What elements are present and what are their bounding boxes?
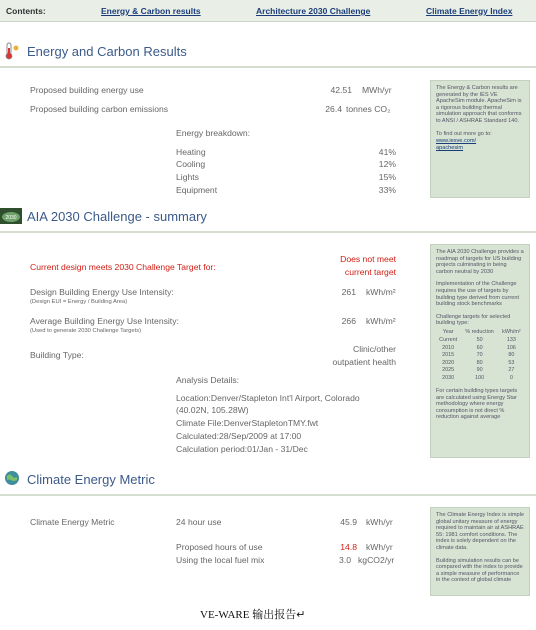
targets-header-kwh: kWh/m² <box>502 329 521 336</box>
carbon-emissions-label: Proposed building carbon emissions <box>30 104 169 114</box>
breakdown-lights-value: 15% <box>378 172 396 182</box>
breakdown-equipment-value: 33% <box>378 185 396 195</box>
targets-header-year: Year <box>442 329 454 336</box>
building-type-line2: outpatient health <box>332 357 396 367</box>
design-eui-note: (Design EUI = Energy / Building Area) <box>30 299 128 305</box>
table-cell: 90 <box>476 367 483 374</box>
table-row <box>436 352 524 360</box>
avg-eui-value: 266 <box>341 316 356 326</box>
aia-info-p1: The AIA 2030 Challenge provides a roadmap of targets for US building projects culminating in being carbon neutral by 2030 <box>436 249 524 275</box>
energy-breakdown-title: Energy breakdown: <box>176 128 251 138</box>
energy-info-find-more: To find out more go to: <box>436 130 492 137</box>
table-cell: 2020 <box>442 359 455 366</box>
avg-eui-label: Average Building Energy Use Intensity: <box>30 316 179 326</box>
carbon-emissions-value: 26.4 <box>325 104 342 114</box>
table-cell: 60 <box>476 344 483 351</box>
analysis-period: Calculation period:01/Jan - 31/Dec <box>176 444 308 454</box>
avg-eui-note: (Used to generate 2030 Challenge Targets) <box>30 328 142 334</box>
table-cell: 2030 <box>442 375 455 381</box>
table-cell: 0 <box>509 375 513 381</box>
aia-2030-logo-icon <box>0 207 22 225</box>
climate-24h-value: 45.9 <box>340 517 357 527</box>
energy-divider <box>0 66 536 68</box>
climate-info-p2: Building simulation results can be compared with the index to provide a simple measure of performance in the context of global climate <box>436 557 523 584</box>
svg-text:2030: 2030 <box>5 215 17 221</box>
figure-caption: VE-WARE 输出报告↵ <box>200 609 306 621</box>
energy-use-value: 42.51 <box>330 85 352 95</box>
analysis-calculated: Calculated:28/Sep/2009 at 17:00 <box>176 431 302 441</box>
design-eui-label: Design Building Energy Use Intensity: <box>30 287 174 297</box>
climate-fuel-label: Using the local fuel mix <box>176 555 265 565</box>
apachesim-link[interactable]: apachesim <box>436 144 464 151</box>
table-cell: 106 <box>506 344 516 351</box>
analysis-coordinates: (40.02N, 105.28W) <box>176 405 249 415</box>
targets-header-reduction: % reduction <box>465 329 494 336</box>
climate-metric-label: Climate Energy Metric <box>30 517 115 527</box>
table-cell: 100 <box>475 375 485 381</box>
climate-proposed-unit: kWh/yr <box>366 542 393 552</box>
table-cell: 53 <box>508 359 515 366</box>
thermometer-icon <box>4 42 20 60</box>
breakdown-cooling-label: Cooling <box>176 159 206 169</box>
nav-link-climate-energy-index[interactable]: Climate Energy Index <box>426 6 513 16</box>
target-value-line1: Does not meet <box>340 254 396 264</box>
avg-eui-unit: kWh/m² <box>366 316 396 326</box>
breakdown-heating-value: 41% <box>378 147 396 157</box>
energy-section-title: Energy and Carbon Results <box>27 44 187 59</box>
table-row <box>436 375 524 383</box>
table-cell: 2025 <box>442 367 455 374</box>
targets-table <box>436 329 524 382</box>
table-cell: 70 <box>476 352 483 359</box>
aia-info-p3: Challenge targets for selected building type: <box>436 313 511 327</box>
energy-section-header <box>0 39 536 65</box>
aia-section-title: AIA 2030 Challenge - summary <box>27 209 207 224</box>
table-cell: Current <box>439 337 458 344</box>
climate-fuel-value: 3.0 <box>339 555 351 565</box>
breakdown-heating-label: Heating <box>176 147 206 157</box>
analysis-location: Location:Denver/Stapleton Int'l Airport, Colorado <box>176 393 360 403</box>
climate-section-title: Climate Energy Metric <box>27 472 155 487</box>
climate-proposed-value: 14.8 <box>340 542 357 552</box>
building-type-label: Building Type: <box>30 350 84 360</box>
target-label: Current design meets 2030 Challenge Target for: <box>30 262 216 272</box>
building-type-line1: Clinic/other <box>353 344 396 354</box>
table-row <box>436 344 524 352</box>
climate-section-header <box>0 467 536 493</box>
table-cell: 80 <box>508 352 515 359</box>
table-cell: 27 <box>508 367 515 374</box>
table-cell: 80 <box>476 359 483 366</box>
climate-divider <box>0 494 536 496</box>
table-cell: 133 <box>506 337 516 344</box>
globe-icon <box>4 469 20 487</box>
climate-24h-unit: kWh/yr <box>366 517 393 527</box>
contents-label: Contents: <box>6 6 46 16</box>
climate-info-panel <box>430 507 530 596</box>
aia-section-header <box>0 204 536 230</box>
carbon-emissions-unit: tonnes CO₂ <box>346 104 391 114</box>
table-row <box>436 337 524 345</box>
aia-info-p4: For certain building types targets are calculated using Energy Star methodology where energy consumption is not direct % reduction against average <box>436 388 518 421</box>
nav-link-energy-carbon[interactable]: Energy & Carbon results <box>101 6 201 16</box>
climate-proposed-label: Proposed hours of use <box>176 542 263 552</box>
energy-info-text: The Energy & Carbon results are generated by the IES VE ApacheSim module. ApacheSim is a rigorous building thermal simulation approach that conforms to ANSI / ASHRAE Standard 140. <box>436 85 522 124</box>
table-row <box>436 367 524 375</box>
climate-24h-label: 24 hour use <box>176 517 222 527</box>
energy-use-label: Proposed building energy use <box>30 85 144 95</box>
aia-info-panel <box>430 244 530 458</box>
contents-bar <box>0 0 536 22</box>
design-eui-value: 261 <box>341 287 356 297</box>
breakdown-lights-label: Lights <box>176 172 199 182</box>
aia-info-p2: Implementation of the Challenge requires the use of targets by building type derived from current building stock benchmarks <box>436 281 520 308</box>
energy-info-panel <box>430 80 530 198</box>
table-row <box>436 359 524 367</box>
table-cell: 50 <box>476 337 483 344</box>
breakdown-cooling-value: 12% <box>378 159 396 169</box>
climate-fuel-unit: kgCO2/yr <box>358 555 395 565</box>
breakdown-equipment-label: Equipment <box>176 185 218 195</box>
table-cell: 2010 <box>442 344 455 351</box>
energy-use-unit: MWh/yr <box>362 85 392 95</box>
nav-link-architecture-2030[interactable]: Architecture 2030 Challenge <box>256 6 371 16</box>
analysis-title: Analysis Details: <box>176 375 240 385</box>
iesve-link[interactable]: www.iesve.com/ <box>436 138 477 145</box>
target-value-line2: current target <box>344 267 396 277</box>
table-cell: 2015 <box>442 352 455 359</box>
aia-divider <box>0 231 536 233</box>
design-eui-unit: kWh/m² <box>366 287 396 297</box>
analysis-climate-file: Climate File:DenverStapletonTMY.fwt <box>176 418 319 428</box>
climate-info-p1: The Climate Energy Index is simple global unitary measure of energy required to maintain air at ASHRAE 55: 1981 comfort conditions. The index is solely dependent on the climate data. <box>436 512 524 551</box>
